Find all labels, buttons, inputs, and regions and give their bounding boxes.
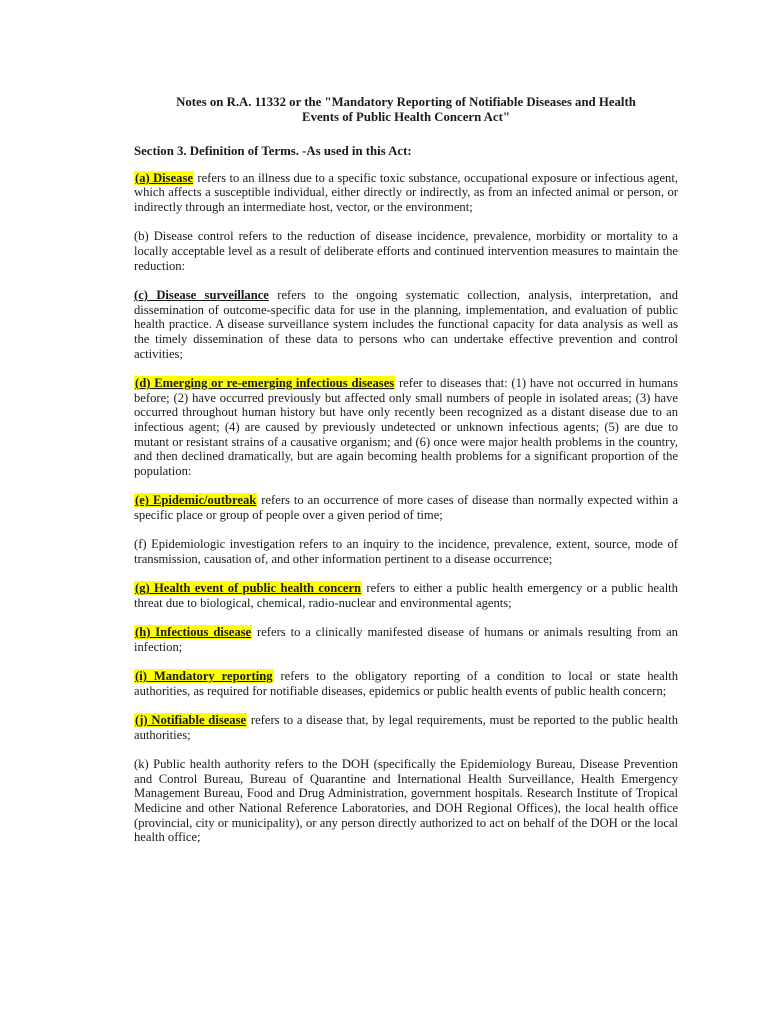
document-page — [134, 95, 678, 860]
definition-k — [134, 757, 678, 845]
definition-c — [134, 288, 678, 362]
section-heading: Section 3. Definition of Terms. -As used in this Act: — [134, 144, 412, 158]
document-title — [134, 95, 678, 125]
definition-term: (g) Health event of public health concern — [135, 581, 362, 596]
definitions-list — [134, 171, 678, 845]
definition-i — [134, 669, 678, 698]
definition-b — [134, 229, 678, 273]
definition-text: refers to an occurrence of more cases of disease than normally expected within a specific place or group of people over a given period of time; — [134, 493, 678, 523]
definition-text: refer to diseases that: (1) have not occurred in humans before; (2) have occurred previously but affected only small numbers of people in isolated areas; (3) have occurred throughout human history but have only recently been recognized as a distant disease due to an infectious agent; (4) are caused by previously undetected or unknown infectious agents; (5) are due to mutant or resistant strains of a causative organism; and (6) once were major health problems in the country, and then declined dramatically, but are again becoming health problems for a significant proportion of the population: — [134, 375, 678, 479]
definition-text: refers to a disease that, by legal requirements, must be reported to the public health authorities; — [134, 712, 678, 742]
definition-f — [134, 537, 678, 566]
definition-term: (c) Disease surveillance — [134, 287, 269, 302]
definition-term: (e) Epidemic/outbreak — [135, 493, 257, 508]
definition-a — [134, 171, 678, 215]
definition-j — [134, 713, 678, 742]
definition-text: refers to an illness due to a specific toxic substance, occupational exposure or infectious agent, which affects a susceptible individual, either directly or indirectly, as from an infected animal or person, or indirectly through an intermediate host, vector, or the environment; — [134, 170, 678, 215]
definition-text: (b) Disease control refers to the reduction of disease incidence, prevalence, morbidity or mortality to a locally acceptable level as a result of deliberate efforts and continued intervention measures to maintain the reduction: — [134, 229, 678, 273]
definition-term: (i) Mandatory reporting — [135, 668, 273, 683]
definition-h — [134, 625, 678, 654]
title-line-1: Notes on R.A. 11332 or the "Mandatory Reporting of Notifiable Diseases and Health — [176, 95, 636, 109]
definition-term: (a) Disease — [135, 170, 193, 185]
definition-term: (j) Notifiable disease — [135, 712, 247, 727]
definition-term: (d) Emerging or re-emerging infectious diseases — [135, 375, 395, 390]
definition-text: refers to the ongoing systematic collection, analysis, interpretation, and dissemination of outcome-specific data for use in the planning, implementation, and evaluation of public health practice. A disease surveillance system includes the functional capacity for data analysis as well as the timely dissemination of these data to persons who can undertake effective prevention and control activities; — [134, 287, 678, 361]
definition-text: (k) Public health authority refers to the DOH (specifically the Epidemiology Bureau, Disease Prevention and Control Bureau, Bureau of Quarantine and International Health Surveillance, Health Emergency Management Bureau, Food and Drug Administration, government hospitals. Research Institute of Tropical Medicine and other National Reference Laboratories, and DOH Regional Offices), the local health office (provincial, city or municipality), or any person directly authorized to act on behalf of the DOH or the local health office; — [134, 756, 678, 845]
definition-d — [134, 376, 678, 479]
title-line-2: Events of Public Health Concern Act" — [302, 110, 510, 124]
definition-term: (h) Infectious disease — [135, 625, 252, 640]
definition-e — [134, 493, 678, 522]
definition-text: refers to either a public health emergency or a public health threat due to biological, chemical, radio-nuclear and environmental agents; — [134, 581, 678, 610]
definition-text: (f) Epidemiologic investigation refers to an inquiry to the incidence, prevalence, extent, source, mode of transmission, causation of, and other information pertinent to a disease occurrence; — [134, 537, 678, 566]
definition-text: refers to the obligatory reporting of a condition to local or state health authorities, as required for notifiable diseases, epidemics or public health events of public health concern; — [134, 668, 678, 698]
definition-text: refers to a clinically manifested disease of humans or animals resulting from an infection; — [134, 625, 678, 654]
definition-g — [134, 581, 678, 610]
